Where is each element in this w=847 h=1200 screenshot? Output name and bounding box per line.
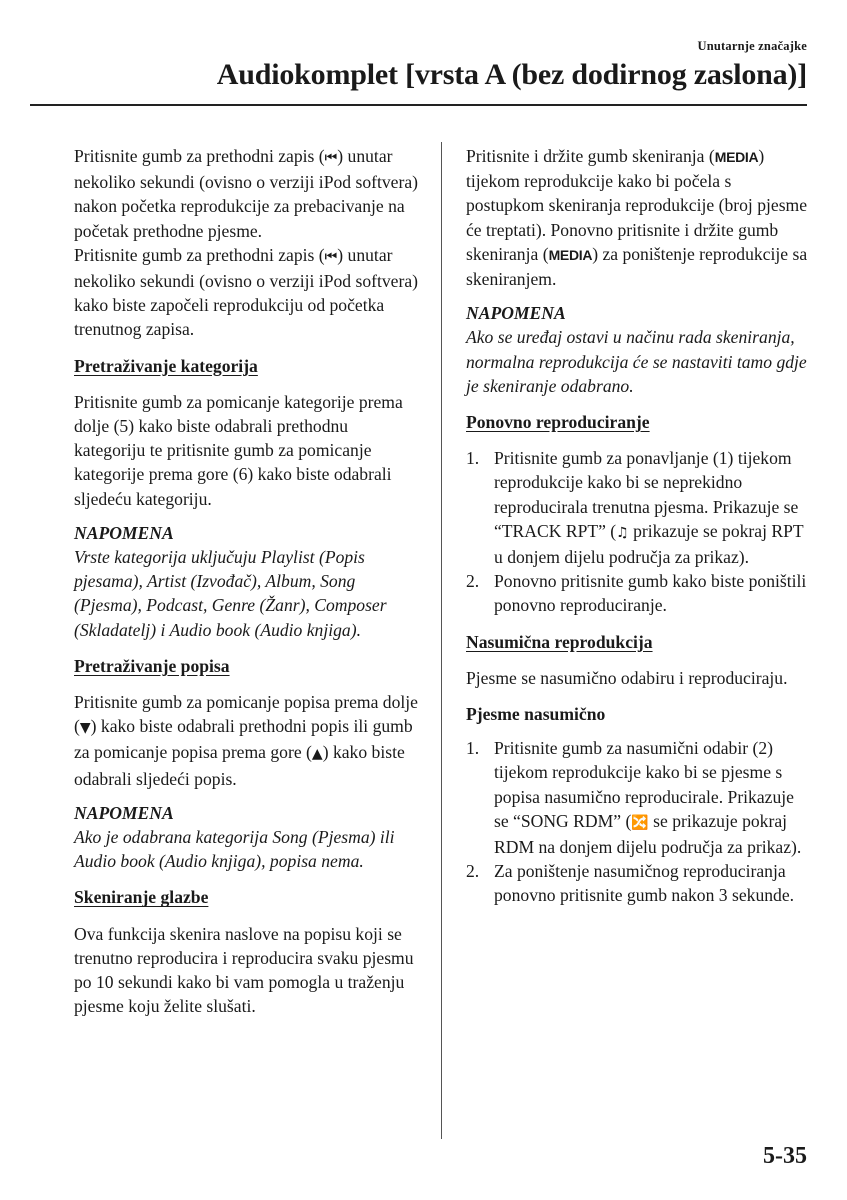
step-number: 1.	[466, 738, 480, 759]
text-fragment: Pritisnite gumb za prethodni zapis (	[74, 244, 325, 265]
note-label: NAPOMENA	[466, 303, 566, 324]
text-fragment: prikazuje se pokraj RPT u donjem dijelu područja za prikaz).	[494, 520, 804, 568]
text-fragment: ) unutar nekoliko sekundi (ovisno o verziji iPod softvera) kako biste započeli reprodukciju od početka trenutnog zapisa.	[74, 244, 418, 340]
text-fragment: Pritisnite i držite gumb skeniranja (	[466, 146, 715, 166]
arrow-down-icon: ▼	[79, 720, 91, 737]
left-column	[74, 144, 419, 1029]
repeat-steps-list	[466, 446, 811, 617]
note-text-no-list: Ako je odabrana kategorija Song (Pjesma) ili Audio book (Audio knjiga), popisa nema.	[74, 827, 395, 872]
page-number: 5-35	[763, 1143, 807, 1169]
text-fragment: Pritisnite gumb za nasumični odabir (2) tijekom reprodukcije kako bi se pjesme s popisa nasumično reproducirale. Prikazuje se “SONG RDM” (	[494, 738, 794, 831]
paragraph-category-search: Pritisnite gumb za pomicanje kategorije prema dolje (5) kako biste odabrali prethodnu kategoriju te pritisnite gumb za pomicanje kategorije prema gore (6) kako biste odabrali sljedeću kategoriju.	[74, 391, 403, 509]
text-fragment: se prikazuje pokraj RDM na donjem dijelu područja za prikaz).	[494, 810, 802, 858]
note-label: NAPOMENA	[74, 522, 174, 543]
note-text-scan-mode: Ako se uređaj ostavi u načinu rada skeniranja, normalna reprodukcija će se nastaviti tamo gdje je skeniranje odabrano.	[466, 327, 807, 396]
music-note-icon: ♫	[616, 524, 629, 541]
section-label: Unutarnje značajke	[697, 39, 807, 53]
arrow-up-icon: ▲	[311, 746, 323, 763]
step-number: 2.	[466, 571, 480, 592]
paragraph-prev-track-1	[74, 144, 419, 243]
subheading-random-songs: Pjesme nasumično	[466, 704, 606, 725]
step-text	[494, 736, 811, 859]
list-item	[466, 569, 811, 617]
heading-music-scan: Skeniranje glazbe	[74, 887, 209, 908]
paragraph-music-scan: Ova funkcija skenira naslove na popisu koji se trenutno reproducira i reproducira svaku pjesmu po 10 sekundi kako bi vam pomogla u traženju pjesme koju želite slušati.	[74, 923, 414, 1017]
note-text-categories: Vrste kategorija uključuju Playlist (Popis pjesama), Artist (Izvođač), Album, Song (Pjesma), Podcast, Genre (Žanr), Composer (Skladatelj) i Audio book (Audio knjiga).	[74, 547, 387, 640]
shuffle-icon: 🔀	[631, 814, 649, 831]
text-fragment: Pritisnite gumb za pomicanje popisa prema dolje (	[74, 692, 418, 737]
text-fragment: Pritisnite gumb za prethodni zapis (	[74, 146, 325, 166]
text-fragment: Pritisnite gumb za ponavljanje (1) tijekom reprodukcije kako bi se neprekidno reproducirala trenutna pjesma. Prikazuje se “TRACK RPT” (	[494, 448, 799, 541]
list-item	[466, 446, 811, 569]
media-button-icon: MEDIA	[548, 246, 593, 263]
step-text	[494, 446, 811, 569]
previous-track-icon: ⏮	[324, 150, 338, 166]
text-fragment: ) za poništenje reprodukcije sa skeniranjem.	[466, 243, 808, 290]
previous-track-icon: ⏮	[324, 248, 338, 265]
paragraph-random-playback: Pjesme se nasumično odabiru i reproduciraju.	[466, 667, 788, 688]
step-text: Za poništenje nasumičnog reproduciranja ponovno pritisnite gumb nakon 3 sekunde.	[494, 861, 795, 906]
step-number: 2.	[466, 861, 480, 882]
list-item	[466, 736, 811, 859]
paragraph-scan-button	[466, 144, 811, 291]
heading-list-search: Pretraživanje popisa	[74, 655, 230, 676]
media-button-icon: MEDIA	[714, 149, 759, 165]
heading-category-search: Pretraživanje kategorija	[74, 355, 258, 376]
header-divider	[30, 104, 807, 106]
text-fragment: ) kako biste odabrali sljedeći popis.	[74, 742, 405, 789]
paragraph-list-search	[74, 690, 419, 791]
right-column	[466, 144, 811, 918]
step-text: Ponovno pritisnite gumb kako biste poništili ponovno reproduciranje.	[494, 571, 807, 616]
heading-random-playback: Nasumična reprodukcija	[466, 631, 653, 652]
random-steps-list	[466, 736, 811, 907]
heading-repeat-playback: Ponovno reproduciranje	[466, 412, 650, 433]
list-item	[466, 859, 811, 907]
text-fragment: ) kako biste odabrali prethodni popis ili gumb za pomicanje popisa prema gore (	[74, 716, 413, 763]
paragraph-prev-track-2	[74, 243, 419, 342]
page-title: Audiokomplet [vrsta A (bez dodirnog zaslona)]	[216, 58, 807, 91]
note-label: NAPOMENA	[74, 802, 174, 823]
column-divider	[441, 142, 442, 1139]
text-fragment: ) tijekom reprodukcije kako bi počela s postupkom skeniranja reprodukcije (broj pjesme će treptati). Ponovno pritisnite i držite gumb skeniranja (	[466, 146, 808, 264]
step-number: 1.	[466, 448, 480, 469]
text-fragment: ) unutar nekoliko sekundi (ovisno o verziji iPod softvera) nakon početka reprodukcije za prebacivanje na početak prethodne pjesme.	[74, 146, 418, 241]
